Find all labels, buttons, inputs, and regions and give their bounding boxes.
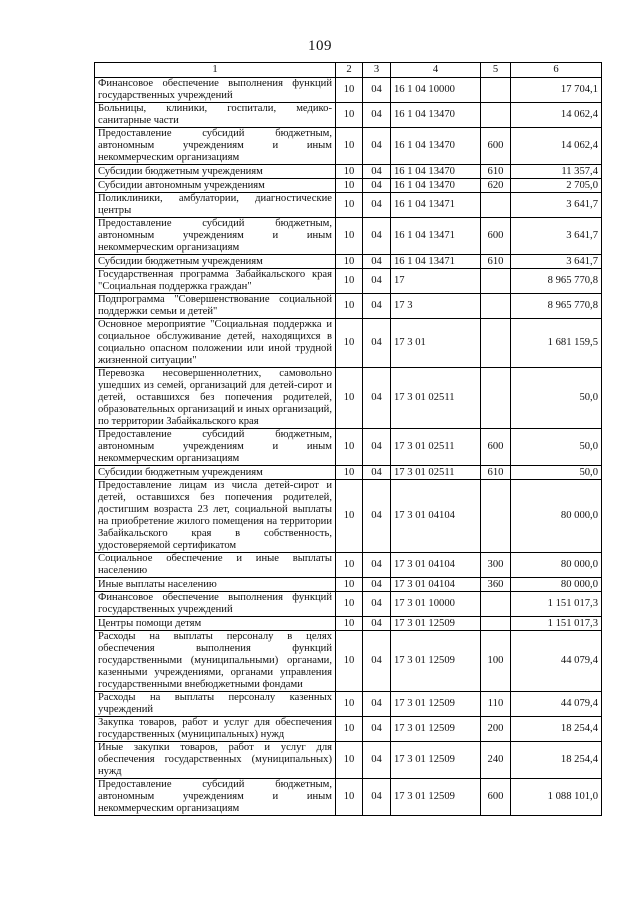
row-name: Закупка товаров, работ и услуг для обеспечения государственных (муниципальных) нужд [95, 717, 336, 742]
row-name: Больницы, клиники, госпитали, медико-санитарные части [95, 103, 336, 128]
row-name: Предоставление субсидий бюджетным, автономным учреждениям и иным некоммерческим организациям [95, 779, 336, 816]
target-article-code: 17 3 01 12509 [391, 617, 481, 631]
target-article-code: 17 [391, 269, 481, 294]
section-code: 10 [336, 78, 363, 103]
amount: 8 965 770,8 [511, 294, 602, 319]
expense-type-code: 600 [481, 429, 511, 466]
row-name: Социальное обеспечение и иные выплаты населению [95, 553, 336, 578]
amount: 50,0 [511, 368, 602, 429]
amount: 3 641,7 [511, 193, 602, 218]
amount: 80 000,0 [511, 578, 602, 592]
section-code: 10 [336, 103, 363, 128]
table-row [95, 319, 602, 368]
column-header: 3 [363, 63, 391, 78]
column-header: 2 [336, 63, 363, 78]
section-code: 10 [336, 193, 363, 218]
subsection-code: 04 [363, 269, 391, 294]
table-row [95, 779, 602, 816]
table-row [95, 553, 602, 578]
target-article-code: 16 1 04 13471 [391, 193, 481, 218]
section-code: 10 [336, 466, 363, 480]
target-article-code: 17 3 01 02511 [391, 466, 481, 480]
row-name: Предоставление субсидий бюджетным, автономным учреждениям и иным некоммерческим организациям [95, 128, 336, 165]
amount: 11 357,4 [511, 165, 602, 179]
target-article-code: 16 1 04 13470 [391, 179, 481, 193]
amount: 1 088 101,0 [511, 779, 602, 816]
amount: 1 151 017,3 [511, 617, 602, 631]
target-article-code: 17 3 01 12509 [391, 717, 481, 742]
expense-type-code: 110 [481, 692, 511, 717]
expense-type-code: 360 [481, 578, 511, 592]
section-code: 10 [336, 631, 363, 692]
row-name: Государственная программа Забайкальского края "Социальная поддержка граждан" [95, 269, 336, 294]
expense-type-code: 610 [481, 255, 511, 269]
row-name: Основное мероприятие "Социальная поддержка и социальное обслуживание детей, находящихся в социально опасном положении или иной трудной жизненной ситуации" [95, 319, 336, 368]
subsection-code: 04 [363, 368, 391, 429]
amount: 1 681 159,5 [511, 319, 602, 368]
row-name: Субсидии бюджетным учреждениям [95, 466, 336, 480]
table-row [95, 617, 602, 631]
table-row [95, 692, 602, 717]
section-code: 10 [336, 165, 363, 179]
expense-type-code: 600 [481, 218, 511, 255]
expense-type-code [481, 617, 511, 631]
subsection-code: 04 [363, 617, 391, 631]
target-article-code: 17 3 01 04104 [391, 553, 481, 578]
section-code: 10 [336, 319, 363, 368]
table-row [95, 592, 602, 617]
table-row [95, 429, 602, 466]
table-row [95, 466, 602, 480]
table-row [95, 717, 602, 742]
row-name: Предоставление субсидий бюджетным, автономным учреждениям и иным некоммерческим организациям [95, 218, 336, 255]
target-article-code: 17 3 01 04104 [391, 578, 481, 592]
column-header: 1 [95, 63, 336, 78]
table-row [95, 368, 602, 429]
amount: 18 254,4 [511, 717, 602, 742]
section-code: 10 [336, 179, 363, 193]
section-code: 10 [336, 592, 363, 617]
target-article-code: 16 1 04 13470 [391, 165, 481, 179]
row-name: Предоставление субсидий бюджетным, автономным учреждениям и иным некоммерческим организациям [95, 429, 336, 466]
target-article-code: 17 3 01 12509 [391, 692, 481, 717]
target-article-code: 16 1 04 13471 [391, 255, 481, 269]
target-article-code: 16 1 04 13470 [391, 128, 481, 165]
amount: 14 062,4 [511, 128, 602, 165]
subsection-code: 04 [363, 255, 391, 269]
subsection-code: 04 [363, 429, 391, 466]
section-code: 10 [336, 218, 363, 255]
section-code: 10 [336, 480, 363, 553]
row-name: Расходы на выплаты персоналу казенных учреждений [95, 692, 336, 717]
expense-type-code [481, 193, 511, 218]
subsection-code: 04 [363, 742, 391, 779]
expense-type-code: 610 [481, 165, 511, 179]
section-code: 10 [336, 553, 363, 578]
section-code: 10 [336, 128, 363, 165]
column-header: 4 [391, 63, 481, 78]
section-code: 10 [336, 692, 363, 717]
section-code: 10 [336, 779, 363, 816]
target-article-code: 16 1 04 13471 [391, 218, 481, 255]
row-name: Иные закупки товаров, работ и услуг для обеспечения государственных (муниципальных) нужд [95, 742, 336, 779]
expense-type-code [481, 368, 511, 429]
column-header: 6 [511, 63, 602, 78]
section-code: 10 [336, 269, 363, 294]
amount: 3 641,7 [511, 255, 602, 269]
expense-type-code: 200 [481, 717, 511, 742]
amount: 80 000,0 [511, 480, 602, 553]
subsection-code: 04 [363, 179, 391, 193]
expense-type-code: 240 [481, 742, 511, 779]
table-row [95, 103, 602, 128]
subsection-code: 04 [363, 692, 391, 717]
subsection-code: 04 [363, 78, 391, 103]
target-article-code: 17 3 01 02511 [391, 368, 481, 429]
target-article-code: 17 3 01 10000 [391, 592, 481, 617]
subsection-code: 04 [363, 592, 391, 617]
expense-type-code: 300 [481, 553, 511, 578]
expense-type-code [481, 480, 511, 553]
target-article-code: 16 1 04 13470 [391, 103, 481, 128]
subsection-code: 04 [363, 128, 391, 165]
subsection-code: 04 [363, 466, 391, 480]
expense-type-code: 600 [481, 779, 511, 816]
subsection-code: 04 [363, 480, 391, 553]
row-name: Финансовое обеспечение выполнения функций государственных учреждений [95, 78, 336, 103]
expense-type-code: 620 [481, 179, 511, 193]
amount: 3 641,7 [511, 218, 602, 255]
amount: 17 704,1 [511, 78, 602, 103]
page-number: 109 [308, 38, 332, 54]
subsection-code: 04 [363, 193, 391, 218]
row-name: Центры помощи детям [95, 617, 336, 631]
amount: 2 705,0 [511, 179, 602, 193]
subsection-code: 04 [363, 294, 391, 319]
subsection-code: 04 [363, 717, 391, 742]
table-row [95, 78, 602, 103]
table-row [95, 165, 602, 179]
subsection-code: 04 [363, 103, 391, 128]
section-code: 10 [336, 429, 363, 466]
table-header-row [95, 63, 602, 78]
table-row [95, 631, 602, 692]
amount: 50,0 [511, 429, 602, 466]
subsection-code: 04 [363, 319, 391, 368]
row-name: Перевозка несовершеннолетних, самовольно ушедших из семей, организаций для детей-сирот и детей, оставшихся без попечения родителей, образовательных организаций и иных организаций, по территории Забайкальского края [95, 368, 336, 429]
expense-type-code [481, 592, 511, 617]
expense-type-code [481, 319, 511, 368]
target-article-code: 17 3 01 12509 [391, 742, 481, 779]
amount: 50,0 [511, 466, 602, 480]
amount: 80 000,0 [511, 553, 602, 578]
target-article-code: 17 3 01 04104 [391, 480, 481, 553]
table-row [95, 193, 602, 218]
section-code: 10 [336, 578, 363, 592]
row-name: Субсидии бюджетным учреждениям [95, 255, 336, 269]
table-row [95, 578, 602, 592]
row-name: Расходы на выплаты персоналу в целях обеспечения выполнения функций государственными (муниципальными) органами, казенными учреждениями, органами управления государственными внебюджетными фондами [95, 631, 336, 692]
subsection-code: 04 [363, 553, 391, 578]
row-name: Поликлиники, амбулатории, диагностические центры [95, 193, 336, 218]
expense-type-code [481, 78, 511, 103]
row-name: Субсидии автономным учреждениям [95, 179, 336, 193]
target-article-code: 17 3 01 02511 [391, 429, 481, 466]
row-name: Предоставление лицам из числа детей-сирот и детей, оставшихся без попечения родителей, достигшим возраста 23 лет, социальной выплаты на приобретение жилого помещения на территории Забайкальского края в собственность, удостоверяемой сертификатом [95, 480, 336, 553]
amount: 1 151 017,3 [511, 592, 602, 617]
table-row [95, 218, 602, 255]
section-code: 10 [336, 742, 363, 779]
target-article-code: 16 1 04 10000 [391, 78, 481, 103]
subsection-code: 04 [363, 165, 391, 179]
table-row [95, 269, 602, 294]
amount: 8 965 770,8 [511, 269, 602, 294]
subsection-code: 04 [363, 631, 391, 692]
table-row [95, 128, 602, 165]
table-row [95, 294, 602, 319]
row-name: Финансовое обеспечение выполнения функций государственных учреждений [95, 592, 336, 617]
target-article-code: 17 3 [391, 294, 481, 319]
expense-type-code [481, 294, 511, 319]
amount: 44 079,4 [511, 692, 602, 717]
subsection-code: 04 [363, 218, 391, 255]
table-row [95, 255, 602, 269]
section-code: 10 [336, 294, 363, 319]
amount: 44 079,4 [511, 631, 602, 692]
row-name: Субсидии бюджетным учреждениям [95, 165, 336, 179]
section-code: 10 [336, 617, 363, 631]
table-row [95, 480, 602, 553]
subsection-code: 04 [363, 779, 391, 816]
target-article-code: 17 3 01 12509 [391, 779, 481, 816]
section-code: 10 [336, 255, 363, 269]
expense-type-code [481, 103, 511, 128]
column-header: 5 [481, 63, 511, 78]
subsection-code: 04 [363, 578, 391, 592]
section-code: 10 [336, 368, 363, 429]
row-name: Подпрограмма "Совершенствование социальной поддержки семьи и детей" [95, 294, 336, 319]
row-name: Иные выплаты населению [95, 578, 336, 592]
budget-table [94, 62, 602, 816]
expense-type-code: 100 [481, 631, 511, 692]
expense-type-code: 610 [481, 466, 511, 480]
section-code: 10 [336, 717, 363, 742]
target-article-code: 17 3 01 [391, 319, 481, 368]
amount: 14 062,4 [511, 103, 602, 128]
amount: 18 254,4 [511, 742, 602, 779]
expense-type-code [481, 269, 511, 294]
table-row [95, 742, 602, 779]
expense-type-code: 600 [481, 128, 511, 165]
target-article-code: 17 3 01 12509 [391, 631, 481, 692]
table-row [95, 179, 602, 193]
